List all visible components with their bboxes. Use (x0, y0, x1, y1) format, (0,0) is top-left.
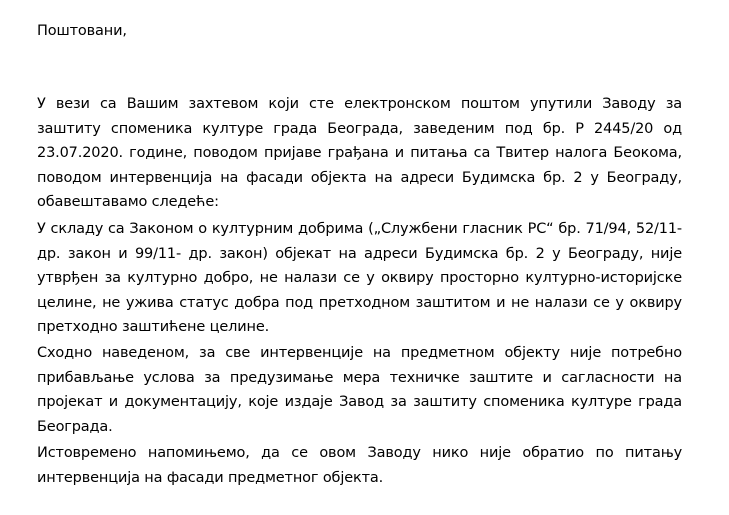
letter-greeting: Поштовани, (37, 23, 127, 39)
letter-paragraph-legal-status: У складу са Законом о културним добрима („Службени гласник РС“ бр. 71/94, 52/11- др. закон и 99/11- др. закон) објекат на адреси Будимска бр. 2 у Београду, није утврђен за културно добро, не налази се у оквиру просторно културно-историјске целине, не ужива статус добра под претходном заштитом и не налази се у оквиру претходно заштићене целине. (37, 221, 682, 335)
letter-paragraph-note: Истовремено напомињемо, да се овом Заводу нико није обратио по питању интервенција на фасади предметног објекта. (37, 445, 682, 486)
letter-paragraph-conclusion: Сходно наведеном, за све интервенције на предметном објекту није потребно прибављање услова за предузимање мера техничке заштите и сагласности на пројекат и документацију, које издаје Завод за заштиту споменика културе града Београда. (37, 345, 682, 435)
letter-paragraph-request-reference: У вези са Вашим захтевом који сте електронском поштом упутили Заводу за заштиту споменика културе града Београда, заведеним под бр. Р 2445/20 од 23.07.2020. године, поводом пријаве грађана и питања са Твитер налога Беокома, поводом интервенција на фасади објекта на адреси Будимска бр. 2 у Београду, обавештавамо следеће: (37, 96, 682, 210)
